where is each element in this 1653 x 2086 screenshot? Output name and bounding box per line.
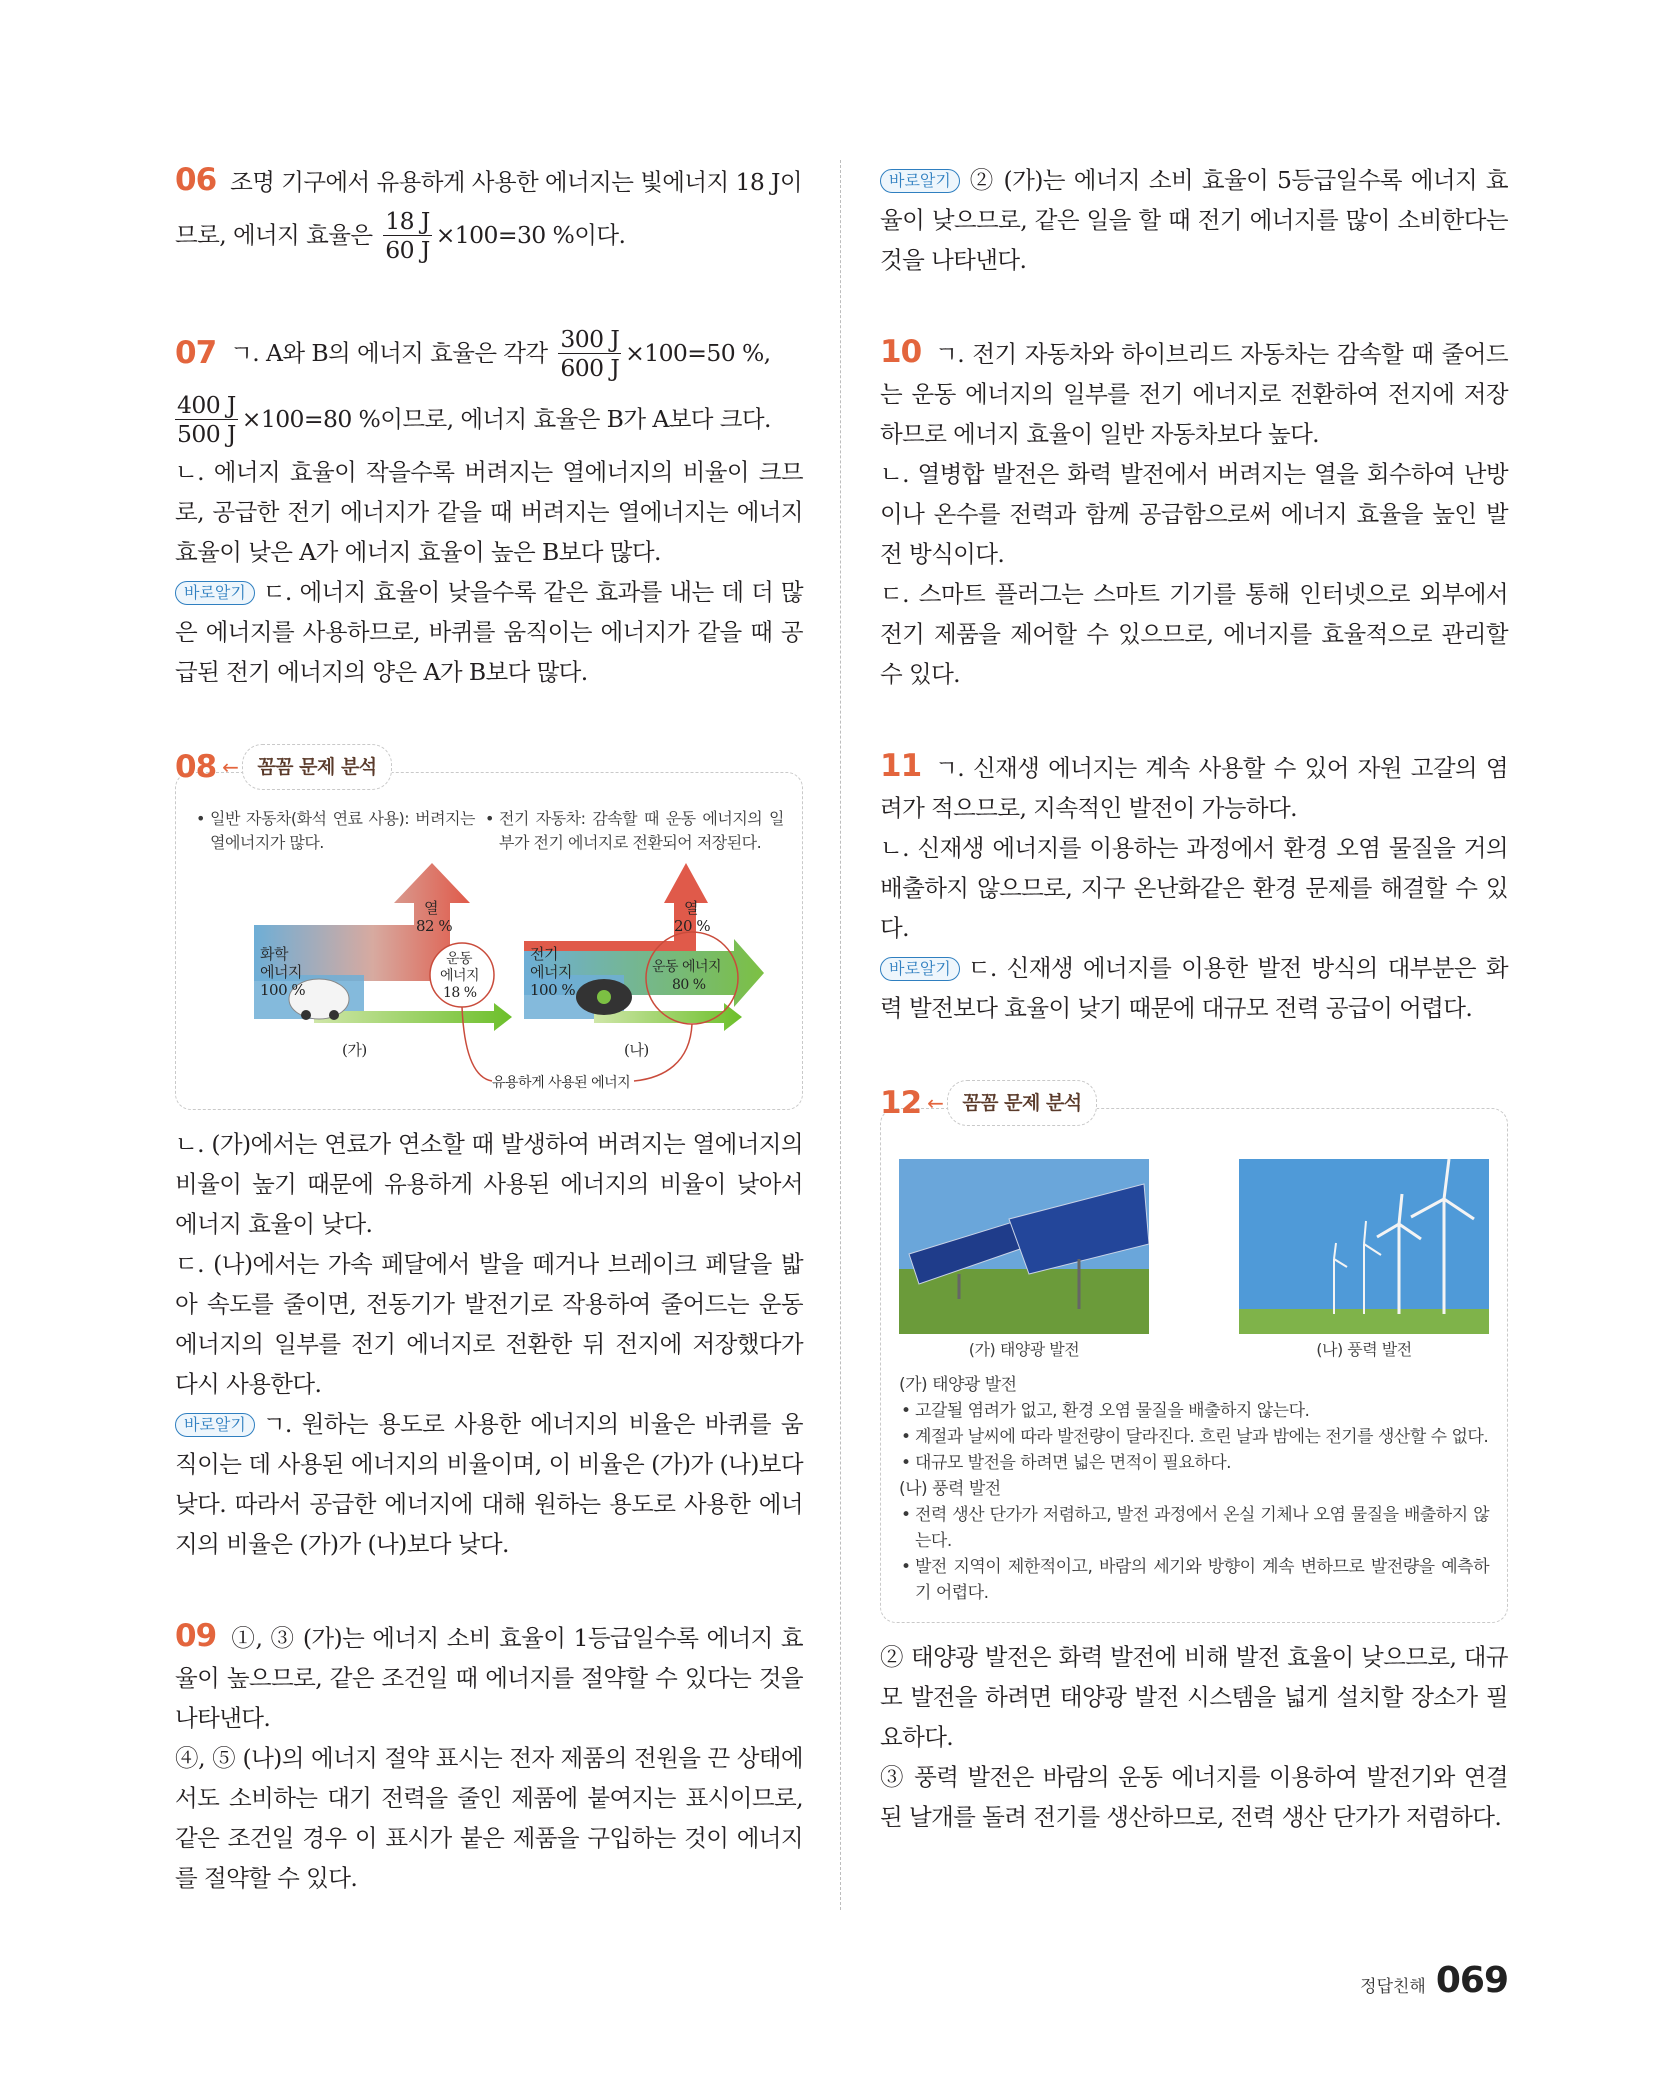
left-column [175, 160, 803, 1950]
answer-09-continued: 바로알기 ② (가)는 에너지 소비 효율이 5등급일수록 에너지 효율이 낮으므로, 같은 일을 할 때 전기 에너지를 많이 소비한다는 것을 나타낸다. [880, 166, 1508, 274]
answer-08 [175, 744, 803, 1564]
power-images [899, 1159, 1489, 1362]
svg-text:열: 열 [424, 899, 438, 917]
answer-07: 07 ㄱ. A와 B의 에너지 효율은 각각 $\frac{300 J}{600 J}$ ×100=50 %, $\frac{400 J}{500 J}$ ×100=80 %이므로, 에너지 효율은 B가 A보다 크다. ㄴ. 에너지 효율이 작을수록 버려지는 열에너지의 비율이 크므로, 공급한 전기 에너지가 같을 때 버려지는 열에너지는 에너지 효율이 낮은 A가 에너지 효율이 높은 B보다 많다. 바로알기 ㄷ. 에너지 효율이 낮을수록 같은 효과를 내는 데 더 많은 에너지를 사용하므로, 바퀴를 움직이는 에너지가 같을 때 공급된 전기 에너지의 양은 A가 B보다 많다. [175, 320, 803, 692]
page-number: 069 [1435, 1960, 1508, 2001]
answer-12: 12 ← 꼼꼼 문제 분석 (가) 태양광 발전 (나) 풍력 발전 (가) 태양광 발전 • 고갈될 염려가 없고, 환경 오염 물질을 배출하지 않는다. • 계절과 날씨에 따라 발전량이 달라진다. 흐린 날과 밤에는 전기를 생산할 수 없다. • 대규모 발전을 하려면 넓은 면적이 필요하다. (나) 풍력 발전 • 전력 생산 단가가 저렴하고, 발전 과정에서 온실 기체나 오염 물질을 배출하지 않는다. • 발전 지역이 제한적이고, 바람의 세기와 방향이 계속 변하므로 발전량을 예측하기 어렵다. ② 태양광 발전은 화력 발전에 비해 발전 효율이 낮으므로, 대규모 발전을 하려면 태양광 발전 시스템을 넓게 설치할 장소가 필요하다. ③ 풍력 발전은 바람의 운동 에너지를 이용하여 발전기와 연결된 날개를 돌려 전기를 생산하므로, 전력 생산 단가가 저렴하다. [880, 1080, 1508, 1837]
answer-10: 10 ㄱ. 전기 자동차와 하이브리드 자동차는 감속할 때 줄어드는 운동 에너지의 일부를 전기 에너지로 전환하여 전지에 저장하므로 에너지 효율이 일반 자동차보다 높다. ㄴ. 열병합 발전은 화력 발전에서 버려지는 열을 회수하여 난방이나 온수를 전력과 함께 공급함으로써 에너지 효율을 높인 발전 방식이다. ㄷ. 스마트 플러그는 스마트 기기를 통해 인터넷으로 외부에서 전기 제품을 제어할 수 있으므로, 에너지를 효율적으로 관리할 수 있다. [880, 334, 1508, 688]
statement-c: 바로알기 ㄷ. 에너지 효율이 낮을수록 같은 효과를 내는 데 더 많은 에너지를 사용하므로, 바퀴를 움직이는 에너지가 같을 때 공급된 전기 에너지의 양은 A가 B보다 많다. [175, 578, 803, 686]
svg-text:열: 열 [684, 899, 698, 917]
statement-b: ㄴ. (가)에서는 연료가 연소할 때 발생하여 버려지는 열에너지의 비율이 높기 때문에 유용하게 사용된 에너지의 비율이 낮아서 에너지 효율이 낮다. [175, 1130, 803, 1238]
fraction: $\frac{300 J}{600 J}$ [560, 324, 620, 382]
svg-text:20 %: 20 % [674, 917, 711, 935]
svg-text:에너지: 에너지 [530, 963, 572, 981]
column-divider [840, 160, 841, 1910]
fraction: $\frac{18 J}{60 J}$ [385, 206, 430, 264]
statement-b: ㄴ. 에너지 효율이 작을수록 버려지는 열에너지의 비율이 크므로, 공급한 전기 에너지가 같을 때 버려지는 열에너지는 에너지 효율이 낮은 A가 에너지 효율이 높은 B보다 많다. [175, 458, 803, 566]
correction-tag: 바로알기 [175, 581, 255, 605]
question-number: 10 [880, 334, 922, 370]
wind-turbine-image [1239, 1159, 1489, 1334]
analysis-label: 꼼꼼 문제 분석 [947, 1080, 1096, 1126]
correction-tag: 바로알기 [880, 957, 960, 981]
analysis-header: 08 ← 꼼꼼 문제 분석 [175, 744, 803, 790]
statement-c: ㄷ. (나)에서는 가속 페달에서 발을 떼거나 브레이크 페달을 밟아 속도를 줄이면, 전동기가 발전기로 작용하여 줄어드는 운동 에너지의 일부를 전기 에너지로 전환한 뒤 전지에 저장했다가 다시 사용한다. [175, 1250, 803, 1398]
heat-arrow-na [524, 863, 711, 953]
solar-panel-image [899, 1159, 1149, 1334]
analysis-box [880, 1108, 1508, 1623]
question-number: 11 [880, 748, 922, 784]
svg-text:에너지: 에너지 [440, 968, 480, 984]
svg-text:유용하게 사용된 에너지: 유용하게 사용된 에너지 [492, 1075, 631, 1091]
svg-text:에너지: 에너지 [260, 963, 302, 981]
analysis-box: • 일반 자동차(화석 연료 사용): 버려지는 열에너지가 많다. • 전기 자동차: 감속할 때 운동 에너지의 일부가 전기 에너지로 전환되어 저장된다. 화학 에너지 100 % 열 82 % 운동 에너지 18 % (가) 열 20 % 전기 에너지 100 % 운동 에너지 80 % (나) 유용하게 사용된 에너지 [175, 772, 803, 1110]
svg-text:82 %: 82 % [416, 917, 453, 935]
correction-tag: 바로알기 [880, 169, 960, 193]
question-number: 06 [175, 162, 217, 198]
question-number: 09 [175, 1618, 217, 1654]
fraction: $\frac{400 J}{500 J}$ [177, 390, 236, 448]
energy-flow-diagram [194, 863, 784, 1093]
right-column [880, 160, 1508, 1889]
solar-figure: (가) 태양광 발전 [899, 1159, 1149, 1362]
energy-flow-svg [194, 863, 784, 1093]
svg-text:운동 에너지: 운동 에너지 [652, 959, 722, 975]
footer-label: 정답친해 [1360, 1977, 1426, 1997]
svg-text:화학: 화학 [260, 945, 288, 963]
correction-tag: 바로알기 [175, 1413, 255, 1437]
analysis-label: 꼼꼼 문제 분석 [242, 744, 391, 790]
wind-figure: (나) 풍력 발전 [1239, 1159, 1489, 1362]
analysis-notes: (가) 태양광 발전 • 고갈될 염려가 없고, 환경 오염 물질을 배출하지 않는다. • 계절과 날씨에 따라 발전량이 달라진다. 흐린 날과 밤에는 전기를 생산할 수 없다. • 대규모 발전을 하려면 넓은 면적이 필요하다. (나) 풍력 발전 • 전력 생산 단가가 저렴하고, 발전 과정에서 온실 기체나 오염 물질을 배출하지 않는다. • 발전 지역이 제한적이고, 바람의 세기와 방향이 계속 변하므로 발전량을 예측하기 어렵다. [899, 1372, 1489, 1606]
answer-06: 06 조명 기구에서 유용하게 사용한 에너지는 빛에너지 18 J이 므로, 에너지 효율은 $\frac{18 J}{60 J}$ ×100=30 %이다. [175, 162, 802, 264]
analysis-header: 12 ← 꼼꼼 문제 분석 [880, 1080, 1508, 1126]
svg-text:80 %: 80 % [672, 977, 706, 993]
statement-a: 바로알기 ㄱ. 원하는 용도로 사용한 에너지의 비율은 바퀴를 움직이는 데 사용된 에너지의 비율이며, 이 비율은 (가)가 (나)보다 낮다. 따라서 공급한 에너지에 대해 원하는 용도로 사용한 에너지의 비율은 (가)가 (나)보다 낮다. [175, 1410, 803, 1558]
svg-text:18 %: 18 % [443, 985, 477, 1001]
svg-text:100 %: 100 % [260, 981, 306, 999]
answer-09: 09 ①, ③ (가)는 에너지 소비 효율이 1등급일수록 에너지 효율이 높으므로, 같은 조건일 때 에너지를 절약할 수 있다는 것을 나타낸다. ④, ⑤ (나)의 에너지 절약 표시는 전자 제품의 전원을 끈 상태에서도 소비하는 대기 전력을 줄인 제품에 붙여지는 표시이므로, 같은 조건일 경우 이 표시가 붙은 제품을 구입하는 것이 에너지를 절약할 수 있다. [175, 1618, 803, 1892]
page-footer [1360, 1960, 1508, 2001]
svg-text:100 %: 100 % [530, 981, 576, 999]
svg-text:전기: 전기 [530, 945, 558, 963]
svg-text:(가): (가) [342, 1041, 367, 1059]
question-number: 07 [175, 335, 217, 371]
svg-text:운동: 운동 [446, 951, 473, 967]
answer-11: 11 ㄱ. 신재생 에너지는 계속 사용할 수 있어 자원 고갈의 염려가 적으므로, 지속적인 발전이 가능하다. ㄴ. 신재생 에너지를 이용하는 과정에서 환경 오염 물질을 거의 배출하지 않으므로, 지구 온난화같은 환경 문제를 해결할 수 있다. 바로알기 ㄷ. 신재생 에너지를 이용한 발전 방식의 대부분은 화력 발전보다 효율이 낮기 때문에 대규모 전력 공급이 어렵다. [880, 748, 1508, 1022]
svg-text:(나): (나) [624, 1041, 649, 1059]
